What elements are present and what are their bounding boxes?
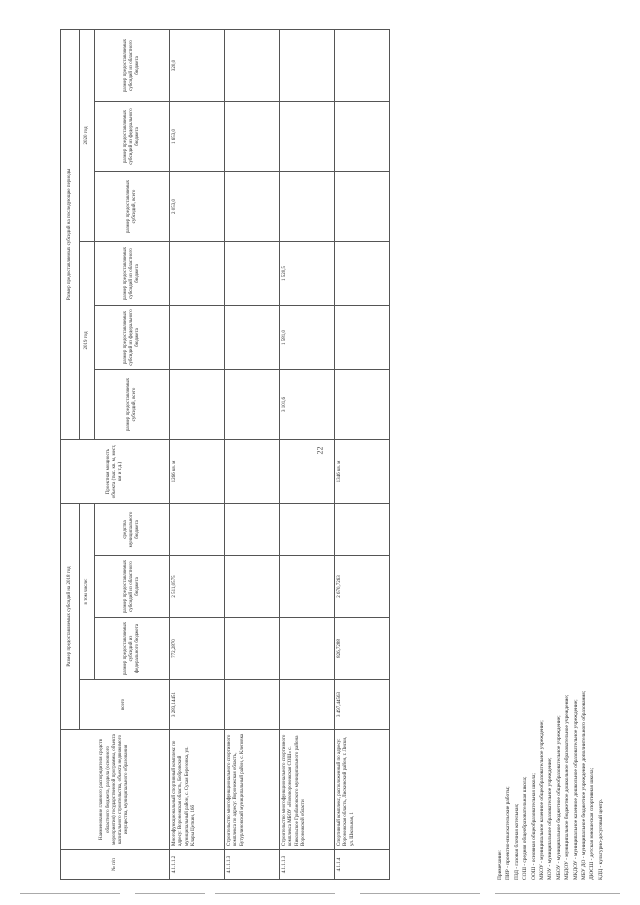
footer-rule <box>495 893 620 894</box>
cell-power <box>280 439 335 503</box>
note-item: МБДОУ - муниципальное бюджетное дошкольное образовательное учреждение; <box>564 694 571 880</box>
cell-2019-total <box>170 369 225 439</box>
footer-rule <box>215 893 335 894</box>
header-fed: размер предоставляемых субсидий из федерального бюджета <box>95 618 170 680</box>
cell-fed: 826,7288 <box>335 618 390 680</box>
cell-obl <box>280 556 335 618</box>
cell-no: 4.1.1.4 <box>335 850 390 880</box>
cell-power <box>225 439 280 503</box>
cell-total: 3 497,44563 <box>335 680 390 730</box>
cell-fed <box>280 618 335 680</box>
header-power: Проектная мощность объекта (тыс. кв. м, мест, км и т.д.) <box>61 439 170 503</box>
cell-no: 4.1.1.1.3 <box>225 850 280 880</box>
cell-mun <box>335 503 390 555</box>
cell-2019-fed <box>225 305 280 369</box>
cell-2020-fed <box>280 101 335 171</box>
header-including: в том числе: <box>80 503 95 679</box>
cell-fed <box>225 618 280 680</box>
cell-2019-fed: 1 581,0 <box>280 305 335 369</box>
header-2020-fed: размер предоставляемых субсидий из федерального бюджета <box>95 101 170 171</box>
page-number: 22 <box>315 446 325 455</box>
cell-name: Строительство многофункционального спортивного комплекса МБОУ «Нововоронежская СОШ» с. Никольское Грибановского муниципального района Воронежской области <box>280 730 335 850</box>
rotated-page <box>20 25 620 885</box>
header-mun: средства муниципального бюджета <box>95 503 170 555</box>
cell-2019-obl <box>170 241 225 305</box>
header-total: всего <box>80 680 170 730</box>
notes-title: Примечание: <box>497 850 503 880</box>
notes-block <box>498 380 607 880</box>
subsidy-table <box>60 29 390 880</box>
cell-2020-obl <box>225 29 280 101</box>
note-item: МКДОУ - муниципальное казенное дошкольное образовательное учреждение; <box>572 699 579 880</box>
cell-2019-obl <box>335 241 390 305</box>
header-2018-group: Размер предоставляемых субсидий на 2018 год <box>61 503 80 729</box>
cell-2020-fed: 1 653,0 <box>170 101 225 171</box>
cell-2019-fed <box>335 305 390 369</box>
cell-2019-total: 3 101,6 <box>280 369 335 439</box>
cell-2019-obl: 1 520,5 <box>280 241 335 305</box>
cell-mun <box>225 503 280 555</box>
table-row <box>170 29 225 879</box>
cell-2019-obl <box>225 241 280 305</box>
cell-mun <box>170 503 225 555</box>
note-item: МКОУ - муниципальное казенное общеобразовательное учреждение; <box>538 720 545 880</box>
cell-no: 4.1.1.1.3 <box>280 850 335 880</box>
cell-2020-obl: 320,0 <box>170 29 225 101</box>
cell-mun <box>280 503 335 555</box>
cell-obl <box>225 556 280 618</box>
note-item: СОШ - средняя общеобразовательная школа; <box>522 776 529 880</box>
note-item: МБОУ - муниципальное бюджетное общеобразовательное учреждение; <box>555 715 562 880</box>
cell-2020-obl <box>335 29 390 101</box>
cell-fed: 772,2870 <box>170 618 225 680</box>
header-year-2019: 2019 год <box>80 241 95 439</box>
note-item: ДЮСШ - детская юношеская спортивная школа; <box>589 767 596 880</box>
cell-obl: 2 670,7263 <box>335 556 390 618</box>
table-row <box>225 29 280 879</box>
header-2019-total: размер предоставляемых субсидий, всего <box>95 369 170 439</box>
header-2019-fed: размер предоставляемых субсидий из федерального бюджета <box>95 305 170 369</box>
header-2019-obl: размер предоставляемых субсидий из областного бюджета <box>95 241 170 305</box>
footer-rule <box>20 893 120 894</box>
cell-name: Строительство многофункционального спортивного комплекса по адресу: Воронежская область, Бутурлиновский муниципальный район, с. Клеповка <box>225 730 280 850</box>
header-2020-obl: размер предоставляемых субсидий из областного бюджета <box>95 29 170 101</box>
cell-name: Спортивный комплекс, расположенный по адресу: Воронежская область, Лискинский район, г. Лиски, ул. Школьная, 1 <box>335 730 390 850</box>
cell-2019-total <box>335 369 390 439</box>
cell-2020-total <box>225 171 280 241</box>
table-row <box>280 29 335 879</box>
cell-obl: 2 511,0575 <box>170 556 225 618</box>
footer-rule <box>135 893 205 894</box>
cell-2020-total: 2 053,0 <box>170 171 225 241</box>
header-year-2020: 2020 год <box>80 29 95 241</box>
note-item: ПИР - проектно-изыскательские работы; <box>505 786 512 880</box>
cell-name: Многофункциональный спортивный комплекс по адресу: Воронежская область, Бобровский муниципальный район, с. Сухая Березовка, ул. Клары Цеткин, 16б <box>170 730 225 850</box>
cell-no: 4.1.1.1.2 <box>170 850 225 880</box>
cell-total <box>280 680 335 730</box>
header-2020-total: размер предоставляемых субсидий, всего <box>95 171 170 241</box>
note-item: МОУ - муниципальное образовательное учреждение; <box>547 757 554 880</box>
cell-2020-fed <box>225 101 280 171</box>
cell-2020-fed <box>335 101 390 171</box>
cell-total <box>225 680 280 730</box>
header-no: № п/п <box>61 850 170 880</box>
cell-power: 1346 кв. м <box>335 439 390 503</box>
cell-2020-total <box>280 171 335 241</box>
header-future-group: Размер предоставляемых субсидий на последующие периоды <box>61 29 80 439</box>
note-item: КДЦ - культурно-досуговый центр. <box>597 798 604 880</box>
note-item: ООШ - основная общеобразовательная школа; <box>530 773 537 880</box>
note-item: ПЗД - газовая блочная котельная; <box>513 803 520 880</box>
footer-rule <box>360 893 480 894</box>
note-item: МБУ ДО - муниципальное бюджетное учреждение дополнительного образования; <box>580 690 587 880</box>
cell-2020-obl <box>280 29 335 101</box>
header-name: Наименование главного распорядителя средств областного бюджета, раздела (основного мероприятия) государственной программы, объекта капитального строительства, объекта недвижимого имущества, муниципального образования <box>61 730 170 850</box>
table-row <box>335 29 390 879</box>
cell-2020-total <box>335 171 390 241</box>
cell-total: 3 283,14451 <box>170 680 225 730</box>
header-obl: размер предоставляемых субсидий из областного бюджета <box>95 556 170 618</box>
cell-2019-total <box>225 369 280 439</box>
cell-2019-fed <box>170 305 225 369</box>
cell-power: 1266 кв. м <box>170 439 225 503</box>
